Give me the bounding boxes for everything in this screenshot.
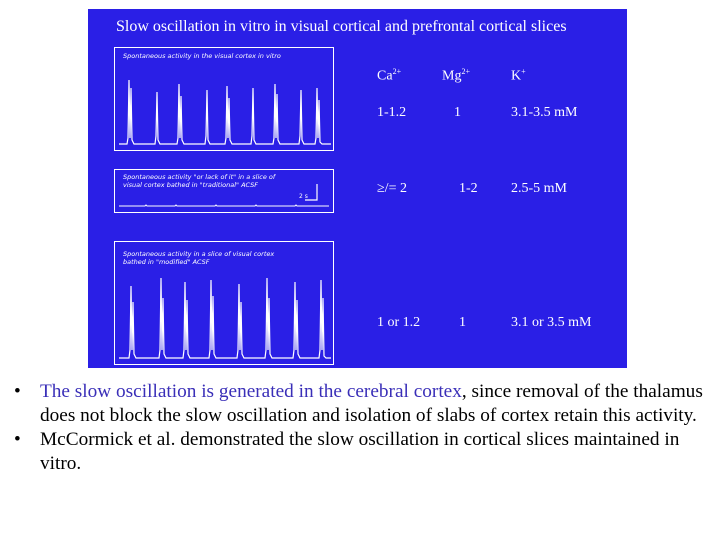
- voltage-trace-3: [119, 278, 331, 358]
- panel-label: Spontaneous activity in the visual cortex in vitro: [123, 52, 281, 60]
- panel-label-line-2: visual cortex bathed in "traditional" ACSF: [123, 181, 259, 189]
- row-1-mg: 1: [454, 105, 461, 120]
- bullet-highlight: The slow oscillation is generated in the cerebral cortex: [40, 381, 462, 402]
- panel-label-line-2: bathed in "modified" ACSF: [123, 258, 210, 266]
- row-3-mg: 1: [459, 315, 466, 330]
- trace-panel-visual-cortex: [114, 47, 334, 151]
- bullet-list: [14, 380, 714, 476]
- bullet-dot: •: [14, 381, 21, 402]
- bullet-item: [14, 380, 714, 428]
- trace-3-svg: [115, 242, 335, 366]
- trace-2-svg: [115, 170, 335, 214]
- bullet-text: , since removal of the thalamus does not block the slow oscillation and isolation of slabs of cortex retain this activity.: [40, 381, 703, 426]
- row-3-k: 3.1 or 3.5 mM: [511, 315, 592, 330]
- ion-charge: 2+: [461, 67, 470, 76]
- row-3-ca: 1 or 1.2: [377, 315, 421, 330]
- row-1-ca: 1-1.2: [377, 105, 407, 120]
- trace-1-svg: [115, 48, 335, 152]
- figure-title: Slow oscillation in vitro in visual cortical and prefrontal cortical slices: [116, 18, 567, 35]
- voltage-trace-2: [119, 205, 329, 206]
- bullet-item: [14, 428, 714, 476]
- row-2-k: 2.5-5 mM: [511, 181, 567, 196]
- row-2-mg: 1-2: [459, 181, 478, 196]
- trace-panel-traditional-acsf: [114, 169, 334, 213]
- ion-header-k: [511, 67, 526, 85]
- row-1-k: 3.1-3.5 mM: [511, 105, 578, 120]
- row-2-ca: ≥/= 2: [377, 181, 407, 196]
- ion-charge: +: [521, 67, 526, 76]
- bullet-dot: •: [14, 429, 21, 450]
- ion-base: K: [511, 68, 522, 84]
- voltage-trace-1: [119, 80, 331, 144]
- ion-base: Mg: [442, 68, 462, 84]
- ion-header-mg: [442, 67, 470, 85]
- trace-panel-modified-acsf: [114, 241, 334, 365]
- panel-label-line-1: Spontaneous activity in a slice of visual cortex: [123, 250, 275, 258]
- ion-base: Ca: [377, 68, 393, 84]
- slow-oscillation-figure: [88, 9, 627, 368]
- bullet-text: McCormick et al. demonstrated the slow oscillation in cortical slices maintained in vitro.: [40, 429, 680, 474]
- panel-label-line-1: Spontaneous activity "or lack of it" in a slice of: [123, 173, 276, 181]
- ion-header-ca: [377, 67, 401, 85]
- scale-bar-label: 2 s: [299, 193, 308, 200]
- ion-charge: 2+: [392, 67, 402, 76]
